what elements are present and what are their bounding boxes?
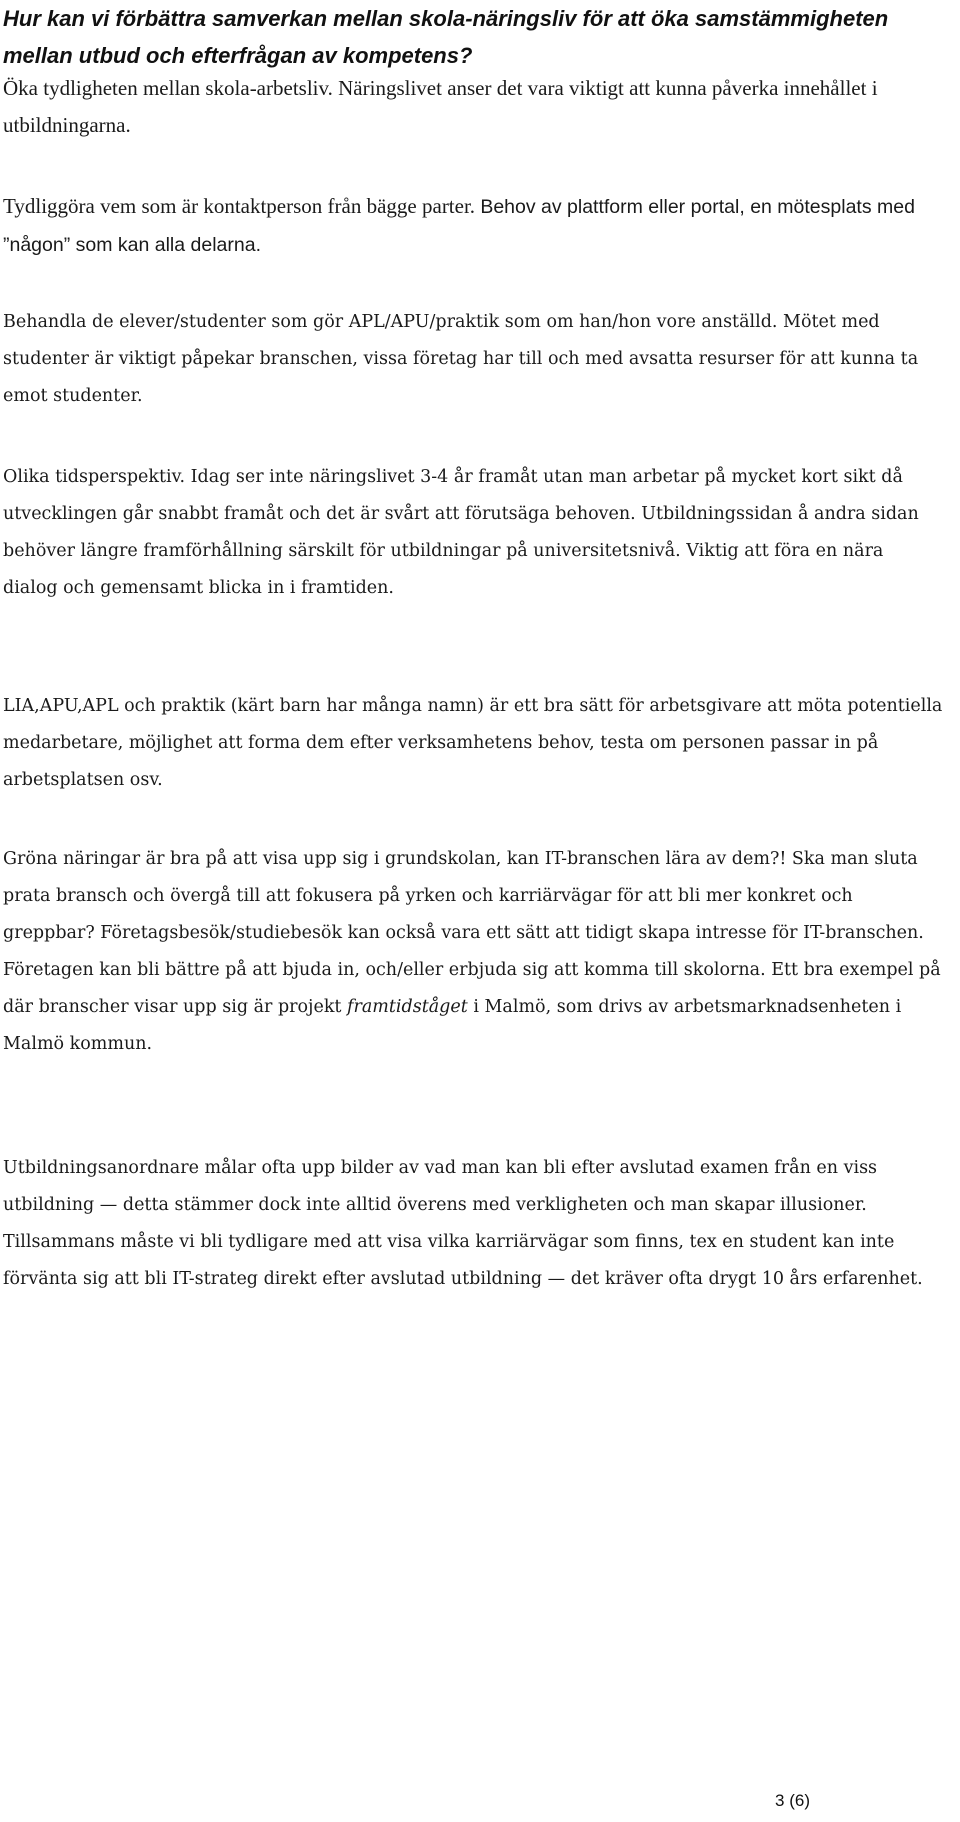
paragraph-education-providers: Utbildningsanordnare målar ofta upp bilder av vad man kan bli efter avslutad examen från en viss utbildning — detta stämmer dock inte alltid överens med verkligheten och man skapar illusioner. Tillsammans måste vi bli tydligare med att visa vilka karriärvägar som finns, tex en student kan inte förvänta sig att bli IT-strateg direkt efter avslutad utbildning — det kräver ofta drygt 10 års erfarenhet. — [3, 1158, 923, 1289]
paragraph-clarity: Öka tydligheten mellan skola-arbetsliv. Näringslivet anser det vara viktigt att kunna påverka innehållet i utbildningarna. — [3, 76, 878, 137]
section-heading: Hur kan vi förbättra samverkan mellan skola-näringsliv för att öka samstämmigheten mellan utbud och efterfrågan av kompetens? — [3, 6, 889, 68]
paragraph-green-industries — [3, 841, 943, 1063]
paragraph-students-as-employees: Behandla de elever/studenter som gör APL/APU/praktik som om han/hon vore anställd. Mötet med studenter är viktigt påpekar branschen, vissa företag har till och med avsatta resurser för att kunna ta emot studenter. — [3, 312, 919, 406]
paragraph-contact-person — [3, 188, 943, 264]
project-name-emphasis: framtidståget — [347, 997, 468, 1017]
paragraph-contact-person-part-a: Tydliggöra vem som är kontaktperson från bägge parter. — [3, 194, 481, 218]
paragraph-green-industries-after: i Malmö, som drivs av arbetsmarknadsenheten i Malmö kommun. — [3, 997, 902, 1054]
paragraph-green-industries-before: Gröna näringar är bra på att visa upp sig i grundskolan, kan IT-branschen lära av dem?! Ska man sluta prata bransch och övergå till att fokusera på yrken och karriärvägar för att bli mer konkret och greppbar? Företagsbesök/studiebesök kan också vara ett sätt att tidigt skapa intresse för IT-branschen. Företagen kan bli bättre på att bjuda in, och/eller erbjuda sig att komma till skolorna. Ett bra exempel på där branscher visar upp sig är projekt — [3, 849, 941, 1017]
paragraph-lia-apu-apl: LIA,APU,APL och praktik (kärt barn har många namn) är ett bra sätt för arbetsgivare att möta potentiella medarbetare, möjlighet att forma dem efter verksamhetens behov, testa om personen passar in på arbetsplatsen osv. — [3, 696, 943, 790]
paragraph-contact-person-part-b: Behov av plattform eller portal, en mötesplats med ”någon” som kan alla delarna. — [3, 196, 915, 256]
paragraph-time-perspective: Olika tidsperspektiv. Idag ser inte näringslivet 3-4 år framåt utan man arbetar på mycket kort sikt då utvecklingen går snabbt framåt och det är svårt att förutsäga behoven. Utbildningssidan å andra sidan behöver längre framförhållning särskilt för utbildningar på universitetsnivå. Viktig att föra en nära dialog och gemensamt blicka in i framtiden. — [3, 467, 919, 598]
page-number: 3 (6) — [775, 1791, 810, 1810]
